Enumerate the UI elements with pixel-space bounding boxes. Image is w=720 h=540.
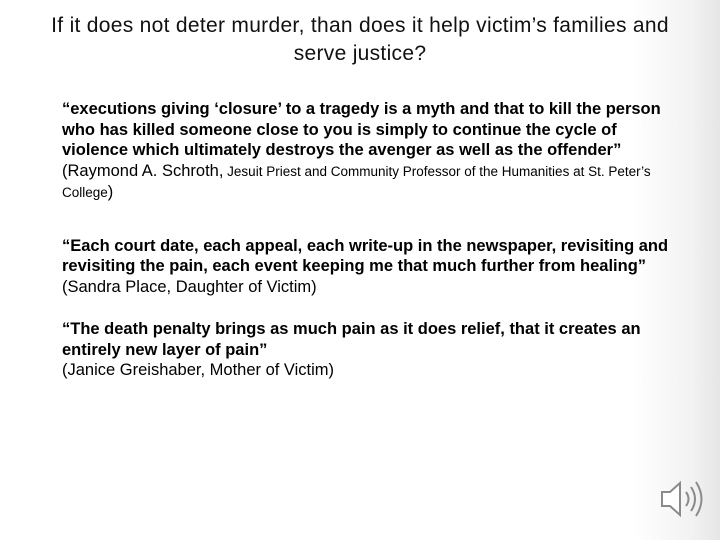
slide-body bbox=[62, 99, 672, 381]
quote-attribution: (Sandra Place, Daughter of Victim) bbox=[62, 277, 317, 296]
quote-attribution bbox=[62, 161, 672, 204]
quote-text: “The death penalty brings as much pain as it does relief, that it creates an entirely new layer of pain” bbox=[62, 320, 641, 359]
quote-greishaber bbox=[62, 319, 672, 381]
quote-text: “executions giving ‘closure’ to a tragedy is a myth and that to kill the person who has killed someone close to you is simply to continue the cycle of violence which ultimately destroys the avenger as well as the offender” bbox=[62, 100, 661, 159]
quote-place bbox=[62, 236, 672, 298]
quote-text: “Each court date, each appeal, each write-up in the newspaper, revisiting and revisiting the pain, each event keeping me that much further from healing” bbox=[62, 236, 669, 275]
quote-attribution: (Janice Greishaber, Mother of Victim) bbox=[62, 361, 335, 379]
spacer bbox=[62, 204, 672, 236]
slide-title: If it does not deter murder, than does it help victim’s families and serve justice? bbox=[51, 14, 669, 65]
speaker-sound-icon-svg bbox=[650, 470, 710, 530]
attribution-open-paren: ( bbox=[62, 161, 68, 180]
attribution-close-paren: ) bbox=[107, 183, 114, 201]
speaker-sound-icon[interactable] bbox=[650, 470, 710, 530]
attribution-name: Raymond A. Schroth, bbox=[67, 161, 224, 180]
spacer bbox=[62, 297, 672, 319]
quote-schroth bbox=[62, 99, 672, 204]
attribution-detail: Jesuit Priest and Community Professor of the Humanities at St. Peter’s College bbox=[62, 163, 651, 200]
